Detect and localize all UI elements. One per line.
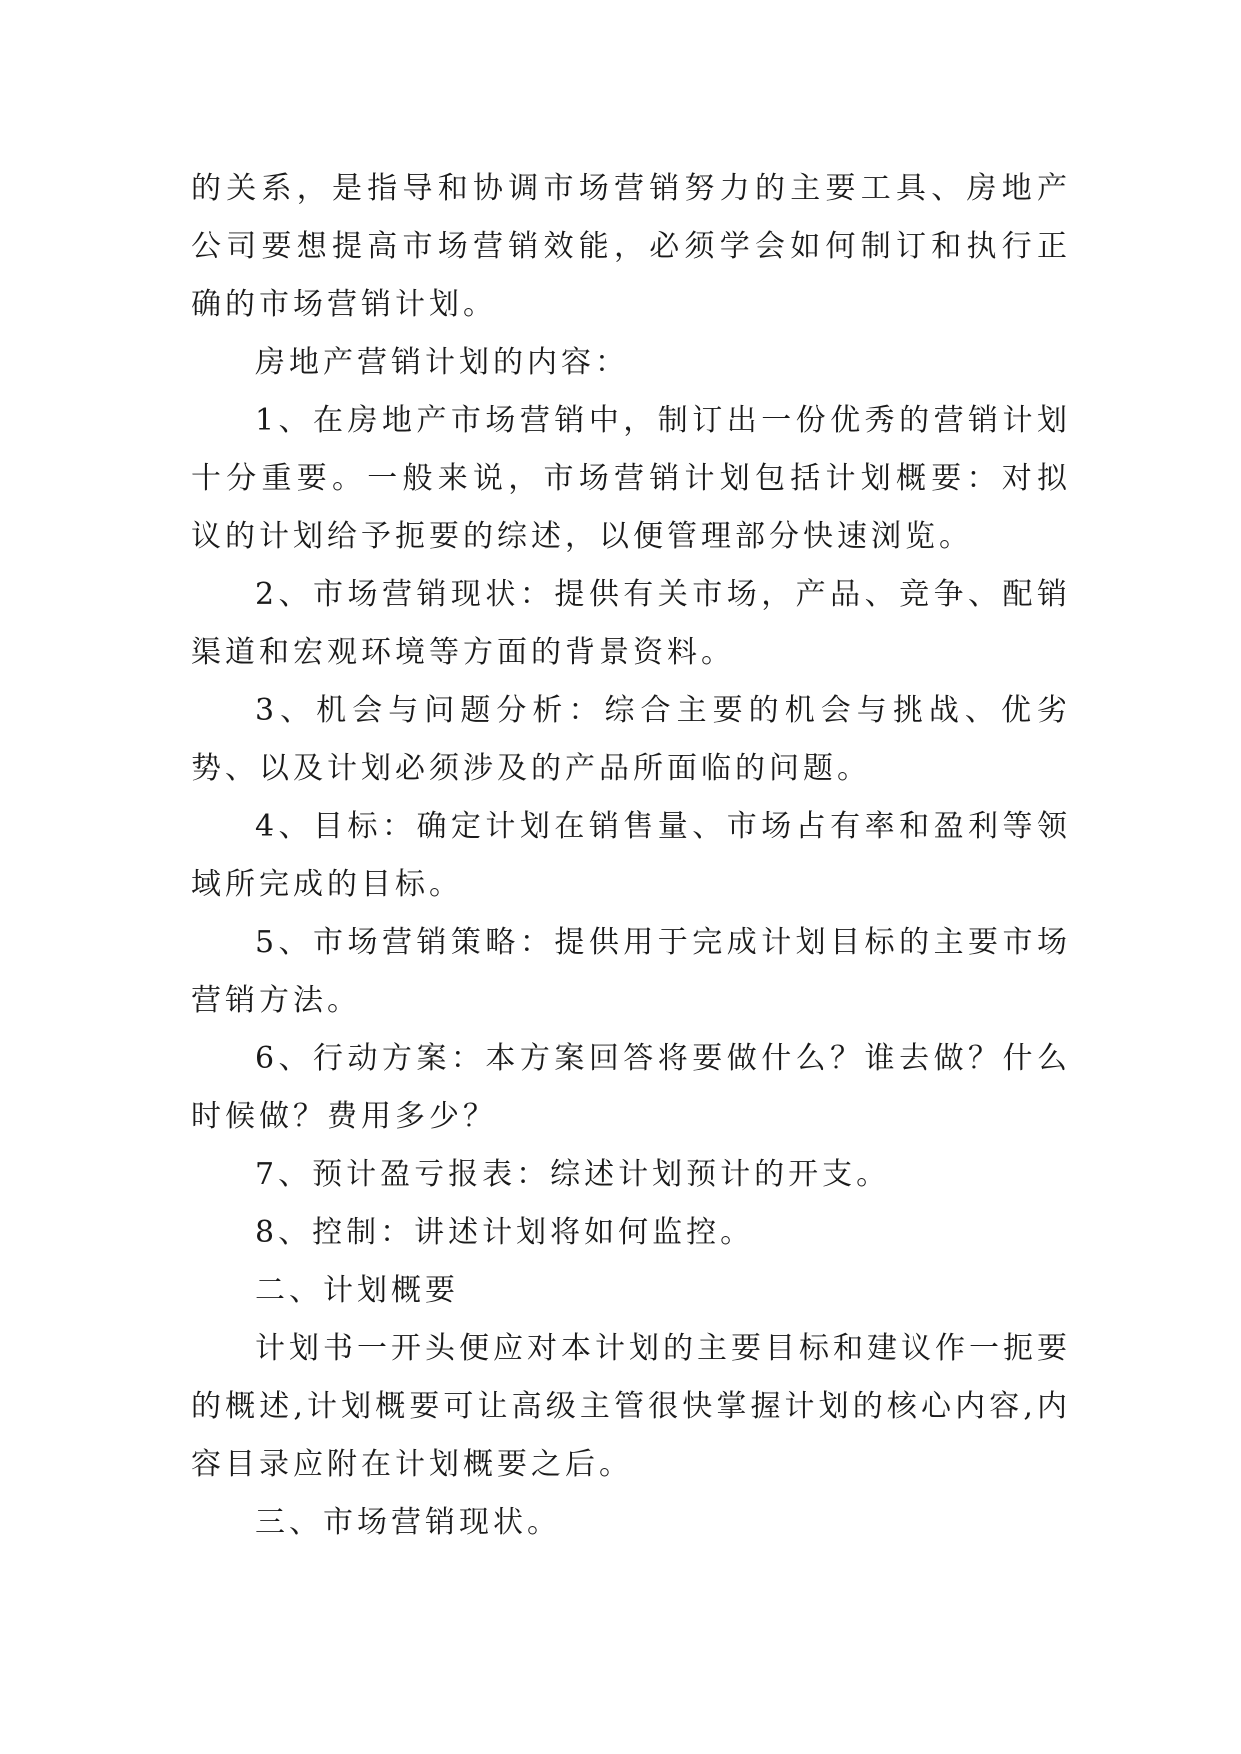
paragraph-contents-heading: 房地产营销计划的内容： — [255, 345, 629, 380]
paragraph-item-3: 3、机会与问题分析：综合主要的机会与挑战、优劣势、以及计划必须涉及的产品所面临的问题。 — [191, 693, 1071, 786]
paragraph-item-5: 5、市场营销策略：提供用于完成计划目标的主要市场营销方法。 — [191, 925, 1071, 1018]
paragraph-item-6: 6、行动方案：本方案回答将要做什么？谁去做？什么时候做？费用多少？ — [191, 1041, 1071, 1134]
paragraph-item-1: 1、在房地产市场营销中，制订出一份优秀的营销计划十分重要。一般来说，市场营销计划包括计划概要：对拟议的计划给予扼要的综述，以便管理部分快速浏览。 — [191, 403, 1071, 554]
paragraph-item-8: 8、控制：讲述计划将如何监控。 — [255, 1215, 755, 1250]
paragraph-item-4: 4、目标：确定计划在销售量、市场占有率和盈利等领域所完成的目标。 — [191, 809, 1071, 902]
paragraph-continuation: 的关系，是指导和协调市场营销努力的主要工具、房地产公司要想提高市场营销效能，必须学会如何制订和执行正确的市场营销计划。 — [191, 171, 1071, 322]
paragraph-plan-summary: 计划书一开头便应对本计划的主要目标和建议作一扼要的概述,计划概要可让高级主管很快掌握计划的核心内容,内容目录应附在计划概要之后。 — [191, 1331, 1071, 1482]
document-body — [191, 160, 1071, 1552]
section-heading-market-status: 三、市场营销现状。 — [255, 1505, 561, 1540]
paragraph-item-7: 7、预计盈亏报表：综述计划预计的开支。 — [255, 1157, 891, 1192]
paragraph-item-2: 2、市场营销现状：提供有关市场，产品、竞争、配销渠道和宏观环境等方面的背景资料。 — [191, 577, 1071, 670]
section-heading-plan-summary: 二、计划概要 — [255, 1273, 459, 1308]
